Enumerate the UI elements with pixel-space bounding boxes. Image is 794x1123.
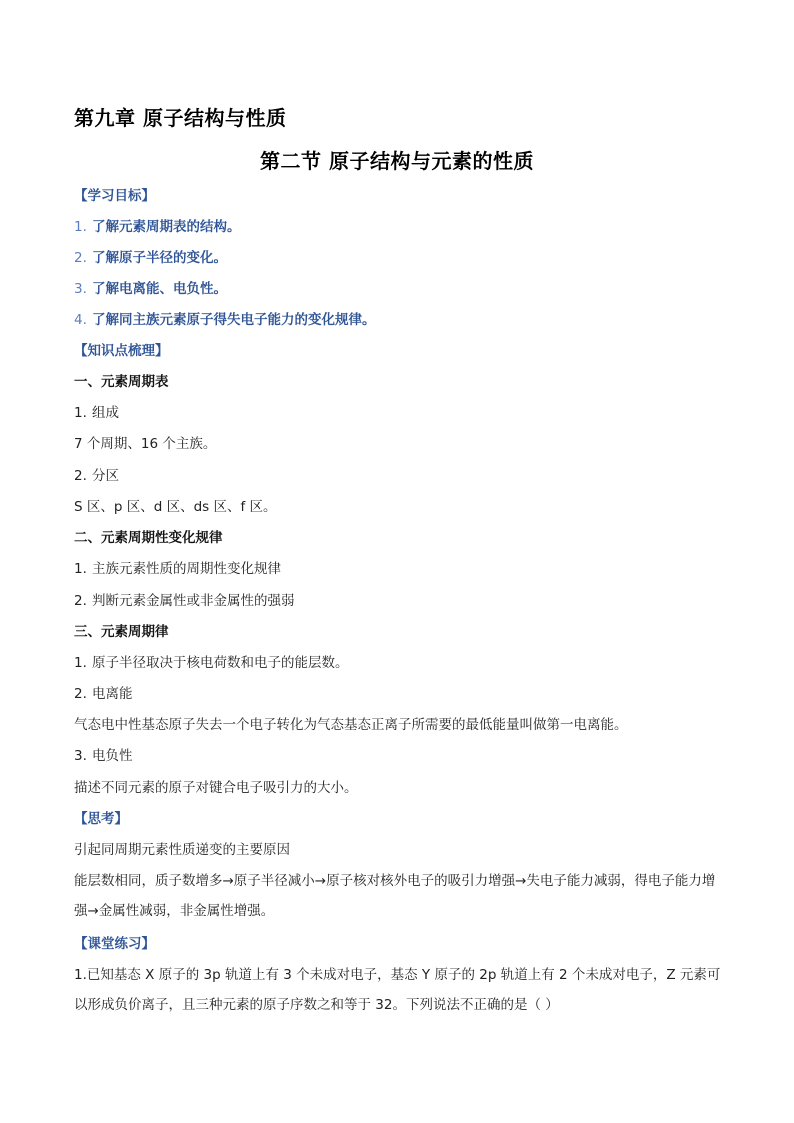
item-label: 电负性 bbox=[92, 748, 133, 764]
item-label: 组成 bbox=[92, 405, 119, 421]
knowledge-heading: 【知识点梳理】 bbox=[74, 343, 169, 359]
item-text: 判断元素金属性或非金属性的强弱 bbox=[92, 593, 295, 609]
item-text: 气态电中性基态原子失去一个电子转化为气态基态正离子所需要的最低能量叫做第一电离能。 bbox=[74, 717, 628, 733]
objective-number: 4. bbox=[74, 312, 87, 328]
item-number: 2. bbox=[74, 468, 87, 484]
list-item bbox=[74, 746, 133, 766]
objective-number: 2. bbox=[74, 250, 87, 266]
think-question: 引起同周期元素性质递变的主要原因 bbox=[74, 842, 290, 858]
list-item bbox=[74, 466, 119, 486]
list-item bbox=[74, 403, 119, 423]
objective-text: 了解电离能、电负性。 bbox=[92, 281, 227, 297]
item-number: 3. bbox=[74, 748, 87, 764]
practice-heading: 【课堂练习】 bbox=[74, 936, 155, 952]
item-text: 原子半径取决于核电荷数和电子的能层数。 bbox=[92, 655, 349, 671]
item-number: 1. bbox=[74, 561, 87, 577]
objective-number: 1. bbox=[74, 219, 87, 235]
item-number: 2. bbox=[74, 593, 87, 609]
chapter-title: 第九章 原子结构与性质 bbox=[74, 106, 287, 130]
list-item bbox=[74, 653, 349, 673]
objective-item bbox=[74, 310, 376, 330]
objective-text: 了解原子半径的变化。 bbox=[92, 250, 227, 266]
practice-question-1: 1.已知基态 X 原子的 3p 轨道上有 3 个未成对电子，基态 Y 原子的 2p 轨道上有 2 个未成对电子，Z 元素可以形成负价离子，且三种元素的原子序数之和等于 32。下列说法不正确的是（ ） bbox=[74, 967, 721, 1013]
section-title: 第二节 原子结构与元素的性质 bbox=[260, 149, 534, 173]
item-number: 2. bbox=[74, 686, 87, 702]
think-answer: 能层数相同，质子数增多→原子半径减小→原子核对核外电子的吸引力增强→失电子能力减弱，得电子能力增强→金属性减弱，非金属性增强。 bbox=[74, 873, 716, 919]
section-3-title: 三、元素周期律 bbox=[74, 624, 169, 640]
objective-number: 3. bbox=[74, 281, 87, 297]
objective-text: 了解元素周期表的结构。 bbox=[92, 219, 241, 235]
objective-item bbox=[74, 279, 227, 299]
list-item bbox=[74, 591, 295, 611]
item-text: 主族元素性质的周期性变化规律 bbox=[92, 561, 281, 577]
objective-item bbox=[74, 248, 227, 268]
item-text: S 区、p 区、d 区、ds 区、f 区。 bbox=[74, 499, 277, 515]
item-text: 描述不同元素的原子对键合电子吸引力的大小。 bbox=[74, 780, 358, 796]
item-number: 1. bbox=[74, 405, 87, 421]
objective-text: 了解同主族元素原子得失电子能力的变化规律。 bbox=[92, 312, 376, 328]
section-1-title: 一、元素周期表 bbox=[74, 374, 169, 390]
think-heading: 【思考】 bbox=[74, 811, 128, 827]
objective-item bbox=[74, 217, 241, 237]
list-item bbox=[74, 684, 133, 704]
item-label: 分区 bbox=[92, 468, 119, 484]
list-item bbox=[74, 559, 281, 579]
item-number: 1. bbox=[74, 655, 87, 671]
section-2-title: 二、元素周期性变化规律 bbox=[74, 530, 223, 546]
item-label: 电离能 bbox=[92, 686, 133, 702]
item-text: 7 个周期、16 个主族。 bbox=[74, 436, 217, 452]
objectives-heading: 【学习目标】 bbox=[74, 188, 155, 204]
